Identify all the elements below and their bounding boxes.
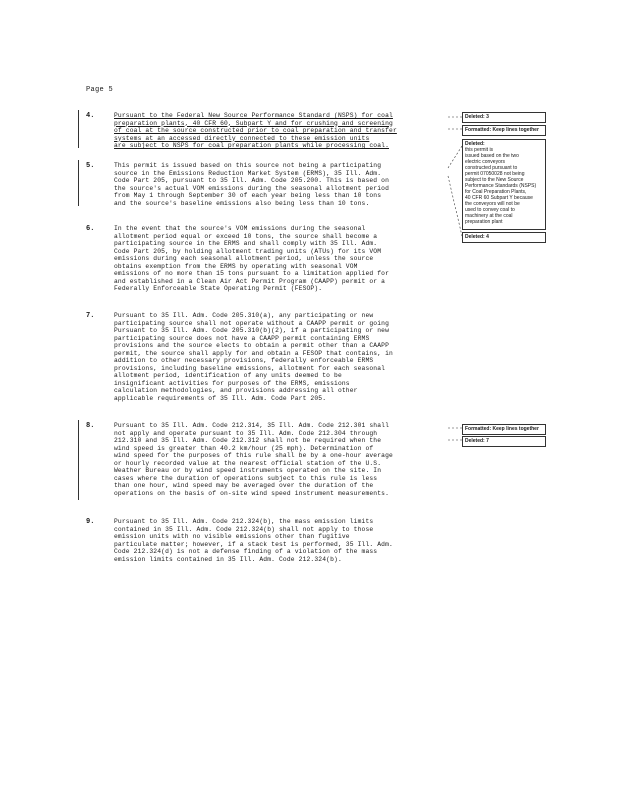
comment-balloon[interactable] [462,232,546,243]
comment-body: this permit is issued based on the two electric conveyors constructed pursuant to permit 07050028 not being subject to the New Source Performance Standards (NSPS) for Coal Preparation Plants, 40 CFR 60 Subpart Y because the conveyors will not be used to convey coal to machinery at the coal preparation plant [465,147,537,225]
page-number: Page 5 [86,86,114,94]
comment-title: Deleted: 4 [465,234,489,240]
comment-balloon[interactable] [462,139,546,230]
comment-balloon[interactable] [462,125,546,136]
paragraph-number: 6. [86,225,95,233]
comment-balloon[interactable] [462,424,546,435]
paragraph-text: Pursuant to the Federal New Source Performance Standard (NSPS) for coal preparation plants, 40 CFR 60, Subpart Y and for crushing and screening of coal at the source constructed prior to coal preparation and transfer systems at an accessed directly connected to these emission units are subject to NSPS for coal preparation plants while processing coal. [114,112,397,150]
paragraph-text: In the event that the source's VOM emissions during the seasonal allotment period equal or exceed 10 tons, the source shall become a participating source in the ERMS and shall comply with 35 Ill. Adm. Code Part 205, by holding allotment trading units (ATUs) for its VOM emissions during each seasonal allotment period, unless the source obtains exemption from the ERMS by operating with seasonal VOM emissions of no more than 15 tons pursuant to a limitation applied for and established in a Clean Air Act Permit Program (CAAPP) permit or a Federally Enforceable State Operating Permit (FESOP). [114,225,390,293]
paragraph-number: 5. [86,162,95,170]
paragraph-number: 4. [86,112,95,120]
paragraph-text: Pursuant to 35 Ill. Adm. Code 212.314, 35 Ill. Adm. Code 212.301 shall not apply and operate pursuant to 35 Ill. Adm. Code 212.304 through 212.310 and 35 Ill. Adm. Code 212.312 shall not be required when the wind speed is greater than 40.2 km/hour (25 mph). Determination of wind speed for the purposes of this rule shall be by a one-hour average or hourly recorded value at the nearest official station of the U.S. Weather Bureau or by wind speed instruments operated on the site. In cases where the duration of operations subject to this rule is less than one hour, wind speed may be averaged over the duration of the operations on the basis of on-site wind speed instrument measurements. [114,422,393,497]
paragraph-number: 9. [86,518,95,526]
paragraph-text: This permit is issued based on this source not being a participating source in the Emissions Reduction Market System (ERMS), 35 Ill. Adm. Code Part 205, pursuant to 35 Ill. Adm. Code 205.200. This is based on the source's actual VOM emissions during the seasonal allotment period from May 1 through September 30 of each year being less than 10 tons and the source's baseline emissions also being less than 10 tons. [114,162,390,207]
paragraph-number: 7. [86,312,95,320]
comment-title: Deleted: [465,141,485,147]
comment-title: Formatted: Keep lines together [465,127,539,133]
paragraph-number: 8. [86,422,95,430]
comment-balloon[interactable] [462,112,546,123]
comment-balloon[interactable] [462,436,546,447]
comment-title: Deleted: 7 [465,438,489,444]
comment-title: Formatted: Keep lines together [465,426,539,432]
paragraph-text: Pursuant to 35 Ill. Adm. Code 205.310(a), any participating or new participating source shall not operate without a CAAPP permit or going Pursuant to 35 Ill. Adm. Code 205.310(b)(2), if a participating or new participating source does not have a CAAPP permit containing ERMS provisions and the source elects to obtain a permit other than a CAAPP permit, the source shall apply for and obtain a FESOP that contains, in addition to other necessary provisions, federally enforceable ERMS provisions, including baseline emissions, allotment for each seasonal allotment period, identification of any units deemed to be insignificant activities for purposes of the ERMS, emissions calculation methodologies, and provisions addressing all other applicable requirements of 35 Ill. Adm. Code Part 205. [114,312,393,403]
paragraph-text: Pursuant to 35 Ill. Adm. Code 212.324(b), the mass emission limits contained in 35 Ill. Adm. Code 212.324(b) shall not apply to those emission units with no visible emissions other than fugitive particulate matter; however, if a stack test is performed, 35 Ill. Adm. Code 212.324(d) is not a defense finding of a violation of the mass emission limits contained in 35 Ill. Adm. Code 212.324(b). [114,518,393,563]
comment-title: Deleted: 3 [465,114,489,120]
